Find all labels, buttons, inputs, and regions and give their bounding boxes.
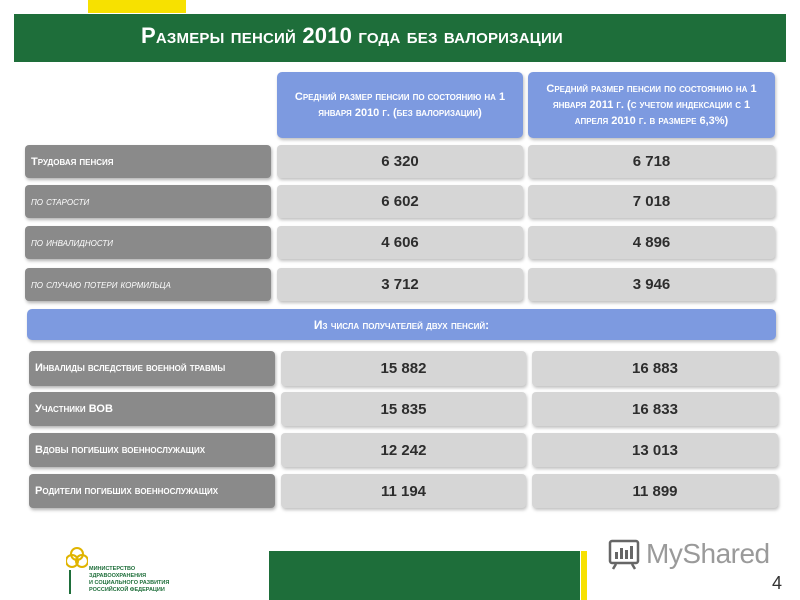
row-value-labor-2010: 6 320 — [277, 145, 523, 178]
ministry-logo — [66, 546, 216, 596]
row-value-war-injury-2011: 16 883 — [532, 351, 778, 386]
ministry-name: МИНИСТЕРСТВО ЗДРАВООХРАНЕНИЯ И СОЦИАЛЬНОГО РАЗВИТИЯ РОССИЙСКОЙ ФЕДЕРАЦИИ — [89, 566, 170, 593]
row-value-war-injury-2010: 15 882 — [281, 351, 526, 386]
myshared-watermark — [608, 537, 770, 571]
row-label-ww2-veterans: Участники ВОВ — [29, 392, 275, 426]
row-label-disability: по инвалидности — [25, 226, 271, 259]
row-value-ww2-veterans-2010: 15 835 — [281, 392, 526, 426]
row-value-ww2-veterans-2011: 16 833 — [532, 392, 778, 426]
footer-yellow-block — [581, 551, 587, 600]
row-value-widows-2011: 13 013 — [532, 433, 778, 467]
top-yellow-accent — [88, 0, 186, 13]
row-value-disability-2010: 4 606 — [277, 226, 523, 259]
slide-title: Размеры пенсий 2010 года без валоризации — [141, 23, 563, 48]
row-value-parents-2010: 11 194 — [281, 474, 526, 508]
column-header-2011: Средний размер пенсии по состоянию на 1 января 2011 г. (с учетом индексации с 1 апреля 2010 г. в размере 6,3%) — [528, 72, 775, 138]
row-label-labor-pension: Трудовая пенсия — [25, 145, 271, 178]
row-value-parents-2011: 11 899 — [532, 474, 778, 508]
row-value-survivor-2010: 3 712 — [277, 268, 523, 301]
section-banner: Из числа получателей двух пенсий: — [27, 309, 776, 340]
footer-green-block — [269, 551, 580, 600]
row-value-disability-2011: 4 896 — [528, 226, 775, 259]
row-value-labor-2011: 6 718 — [528, 145, 775, 178]
page-number: 4 — [772, 573, 783, 593]
row-value-old-age-2010: 6 602 — [277, 185, 523, 218]
row-value-widows-2010: 12 242 — [281, 433, 526, 467]
title-bar — [14, 14, 786, 62]
myshared-logo-icon — [608, 538, 640, 570]
column-header-2010: Средний размер пенсии по состоянию на 1 января 2010 г. (без валоризации) — [277, 72, 523, 138]
row-label-survivor: по случаю потери кормильца — [25, 268, 271, 301]
row-label-parents: Родители погибших военнослужащих — [29, 474, 275, 508]
row-value-survivor-2011: 3 946 — [528, 268, 775, 301]
row-label-old-age: по старости — [25, 185, 271, 218]
ministry-emblem-icon — [66, 546, 88, 596]
row-label-widows: Вдовы погибших военнослужащих — [29, 433, 275, 467]
row-label-war-injury: Инвалиды вследствие военной травмы — [29, 351, 275, 386]
row-value-old-age-2011: 7 018 — [528, 185, 775, 218]
myshared-text: MyShared — [646, 538, 770, 569]
